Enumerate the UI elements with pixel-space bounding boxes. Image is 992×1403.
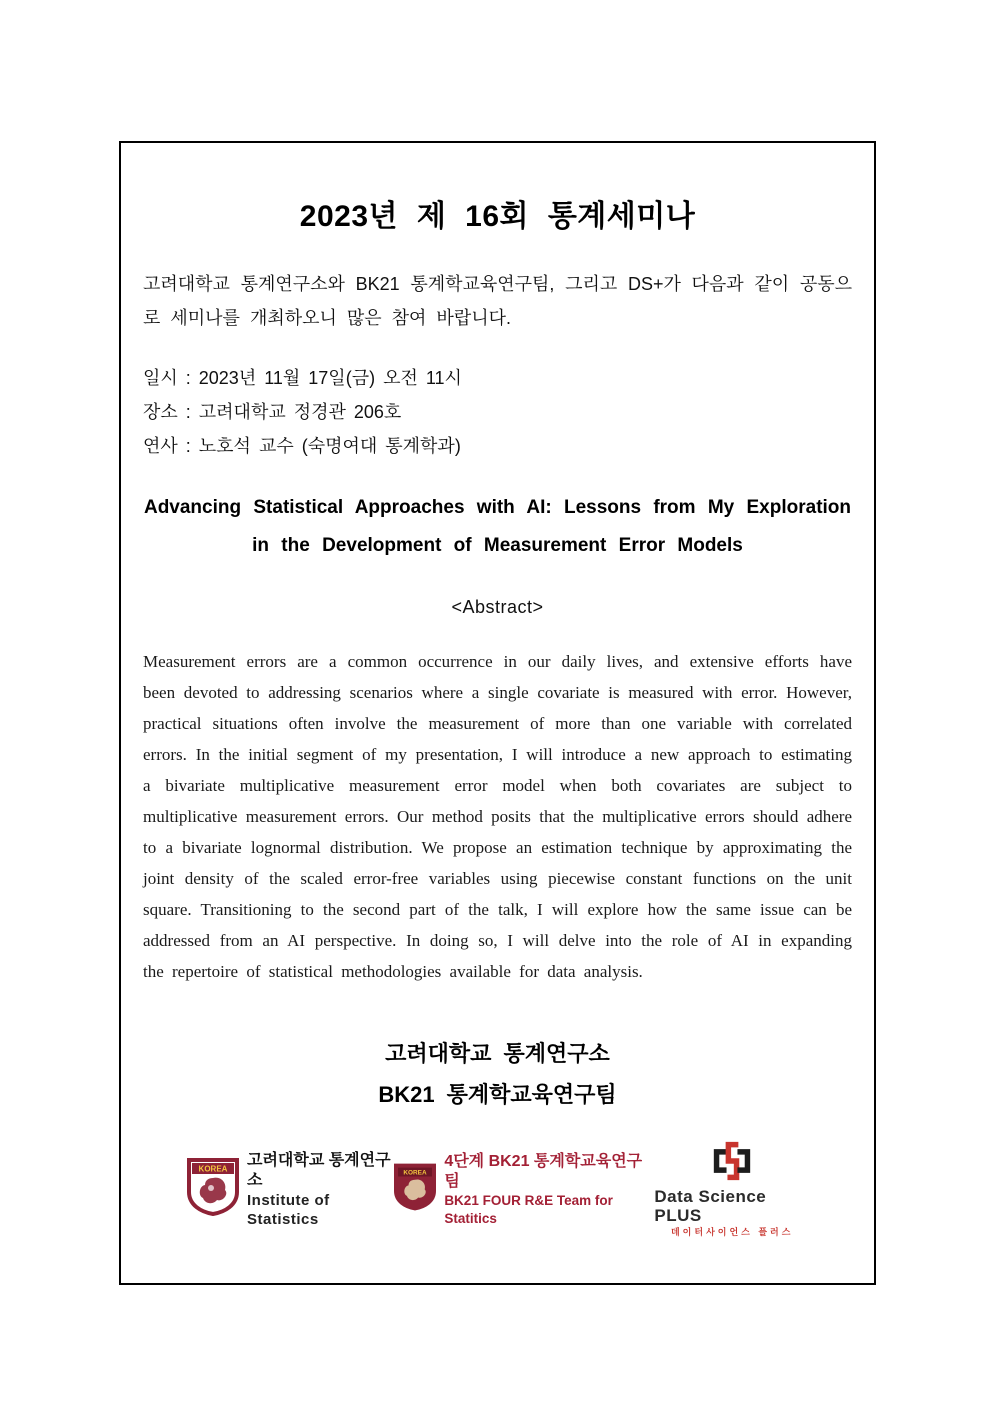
logos-row bbox=[143, 1141, 852, 1238]
logo-institute-korean: 고려대학교 통계연구소 bbox=[247, 1151, 391, 1189]
talk-title-line1: Advancing Statistical Approaches with AI: Lessons from My Exploration bbox=[143, 497, 852, 518]
detail-speaker: 연사 : 노호석 교수 (숙명여대 통계학과) bbox=[143, 436, 461, 456]
host-organizations bbox=[143, 1033, 852, 1115]
logo-bk21 bbox=[394, 1152, 654, 1228]
logo-institute-of-statistics bbox=[187, 1151, 394, 1229]
logo-institute-english: Institute of Statistics bbox=[247, 1191, 330, 1228]
logo-data-science-plus bbox=[654, 1141, 810, 1238]
abstract-heading: <Abstract> bbox=[451, 597, 544, 617]
logo-bk21-korean: 4단계 BK21 통계학교육연구팀 bbox=[444, 1152, 643, 1190]
korea-university-shield-icon bbox=[187, 1158, 239, 1221]
event-details bbox=[143, 361, 852, 463]
korea-university-shield-icon-bk21 bbox=[394, 1160, 436, 1219]
logo-institute-text bbox=[247, 1151, 394, 1229]
abstract-paragraph: Measurement errors are a common occurrence in our daily lives, and extensive efforts have been devoted to addressing scenarios where a single covariate is measured with error. However, practical situations often involve the measurement of more than one variable with correlated errors. In the initial segment of my presentation, I will introduce a new approach to estimating a bivariate multiplicative measurement error model when both covariates are subject to multiplicative measurement errors. Our method posits that the multiplicative errors should adhere to a bivariate lognormal distribution. We propose an estimation technique by approximating the joint density of the scaled error-free variables using piecewise constant functions on the unit square. Transitioning to the second part of the talk, I will explore how the same issue can be addressed from an AI perspective. In doing so, I will delve into the role of AI in expanding the repertoire of statistical methodologies available for data analysis. bbox=[143, 652, 852, 981]
detail-datetime: 일시 : 2023년 11월 17일(금) 오전 11시 bbox=[143, 368, 462, 388]
dsp-name: Data Science PLUS bbox=[654, 1187, 767, 1225]
logo-bk21-english: BK21 FOUR R&E Team for Statitics bbox=[444, 1192, 613, 1226]
detail-location: 장소 : 고려대학교 정경관 206호 bbox=[143, 402, 402, 422]
host-line2: BK21 통계학교육연구팀 bbox=[378, 1082, 617, 1107]
seminar-title: 2023년 제 16회 통계세미나 bbox=[299, 200, 696, 233]
talk-title-line2: in the Development of Measurement Error Models bbox=[252, 535, 743, 556]
intro-paragraph: 고려대학교 통계연구소와 BK21 통계학교육연구팀, 그리고 DS+가 다음과 같이 공동으로 세미나를 개최하오니 많은 참여 바랍니다. bbox=[143, 274, 852, 328]
svg-text:KOREA: KOREA bbox=[403, 1169, 427, 1177]
dsp-glyph-icon bbox=[710, 1141, 754, 1186]
host-line1: 고려대학교 통계연구소 bbox=[385, 1041, 610, 1066]
document-border bbox=[119, 141, 876, 1285]
talk-title bbox=[143, 489, 852, 565]
logo-bk21-text bbox=[444, 1152, 654, 1228]
dsp-subtitle: 데이터사이언스 플러스 bbox=[670, 1227, 794, 1237]
svg-text:KOREA: KOREA bbox=[198, 1164, 228, 1174]
